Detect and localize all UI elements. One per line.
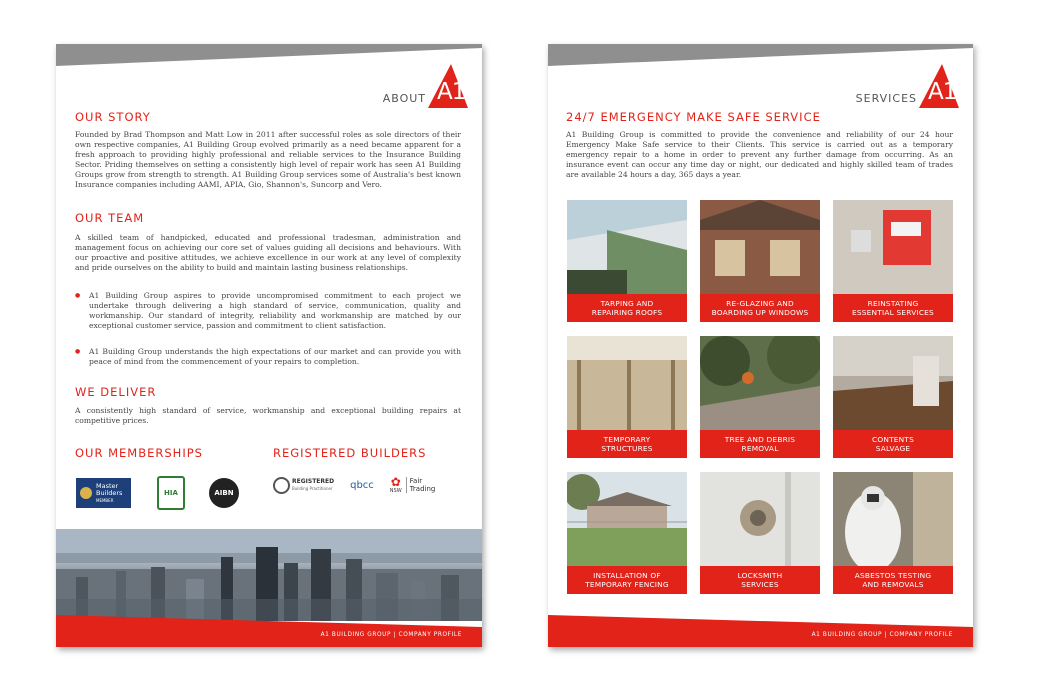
service-tile-temporary-structures <box>567 336 687 458</box>
trading-line: Trading <box>409 485 436 493</box>
service-caption <box>700 430 820 458</box>
service-caption <box>567 566 687 594</box>
hia-logo <box>157 476 185 510</box>
caption-line-2: REMOVAL <box>741 444 779 453</box>
seal-icon <box>273 477 290 494</box>
our-team-heading: OUR TEAM <box>75 211 145 225</box>
aibn-text: AIBN <box>214 489 234 497</box>
team-bullet-2: ● A1 Building Group understands the high expectations of our market and can provide you with peace of mind from the commencement of your repairs to completion. <box>75 347 461 367</box>
service-caption <box>833 430 953 458</box>
caption-line-1: TARPING AND <box>600 299 654 308</box>
boarded-window-photo <box>700 200 820 294</box>
caption-line-1: CONTENTS <box>871 435 915 444</box>
service-tile-fencing <box>567 472 687 594</box>
aibn-logo <box>209 478 239 508</box>
registered-line: REGISTERED <box>292 478 335 485</box>
service-caption <box>567 294 687 322</box>
caption-line-2: REPAIRING ROOFS <box>591 308 663 317</box>
our-story-text: Founded by Brad Thompson and Matt Low in 2011 after successful roles as sole directors of their own respective companies, A1 Building Group evolved primarily as a need became apparent for a fresh approach to providing highly professional and reliable services to the Insurance Building Sector. Priding themselves on setting a consistently high level of repair work has seen A1 Building Groups grow from strength to strength. A1 Building Group services some of Australia's best known Insurance companies including AAMI, APIA, Gio, Shannon's, Suncorp and Vero. <box>75 130 461 189</box>
service-tile-tarping <box>567 200 687 322</box>
service-tile-locksmith <box>700 472 820 594</box>
caption-line-1: REINSTATING <box>867 299 919 308</box>
registered-practitioner-logo <box>273 477 334 494</box>
service-tile-tree-debris <box>700 336 820 458</box>
builders-line: Builders <box>96 488 123 497</box>
master-line: Master <box>96 481 119 490</box>
interior-structure-photo <box>567 336 687 430</box>
service-caption <box>700 566 820 594</box>
we-deliver-text: A consistently high standard of service, workmanship and exceptional building repairs at competitive prices. <box>75 406 461 425</box>
section-label: SERVICES <box>855 92 917 105</box>
service-caption <box>833 566 953 594</box>
a1-logo-icon <box>428 64 468 108</box>
asbestos-worker-photo <box>833 472 953 566</box>
section-label: ABOUT <box>382 92 426 105</box>
damaged-room-photo <box>833 336 953 430</box>
emergency-service-heading: 24/7 EMERGENCY MAKE SAFE SERVICE <box>566 110 821 124</box>
caption-line-2: SALVAGE <box>875 444 911 453</box>
caption-line-1: ASBESTOS TESTING <box>854 571 932 580</box>
hia-text: HIA <box>164 489 178 497</box>
services-logo <box>856 64 959 108</box>
caption-line-2: TEMPORARY FENCING <box>585 580 669 589</box>
our-story-heading: OUR STORY <box>75 110 151 124</box>
bottom-red-band <box>548 615 973 647</box>
about-page <box>56 44 482 647</box>
city-skyline-photo <box>56 529 482 621</box>
badge-icon <box>80 487 92 499</box>
caption-line-1: TEMPORARY <box>603 435 651 444</box>
fencing-photo <box>567 472 687 566</box>
service-caption <box>833 294 953 322</box>
qbcc-text: qbcc <box>350 479 374 491</box>
registered-builders-heading: REGISTERED BUILDERS <box>273 446 427 460</box>
caption-line-2: SERVICES <box>741 580 779 589</box>
logo-text: A1 <box>437 79 466 105</box>
service-tile-contents-salvage <box>833 336 953 458</box>
memberships-heading: OUR MEMBERSHIPS <box>75 446 203 460</box>
services-page <box>548 44 973 647</box>
registered-logos <box>273 476 435 494</box>
team-bullet-1: ● A1 Building Group aspires to provide uncompromised commitment to each project we undertake through delivering a high standard of service, communication, quality and workmanship. Our standard of integrity, reliability and workmanship are matched by our exceptional customer service, passion and commitment to client satisfaction. <box>75 291 461 331</box>
caption-line-2: BOARDING UP WINDOWS <box>711 308 809 317</box>
caption-line-2: STRUCTURES <box>601 444 653 453</box>
logo-text: A1 <box>928 79 957 105</box>
qbcc-logo <box>350 480 374 491</box>
service-tile-reinstating <box>833 200 953 322</box>
service-caption <box>567 430 687 458</box>
caption-line-1: TREE AND DEBRIS <box>724 435 796 444</box>
a1-logo-icon <box>919 64 959 108</box>
emergency-service-text: A1 Building Group is committed to provide the convenience and reliability of our 24 hour Emergency Make Safe service to their Clients. This service is carried out as a temporary emergency repair to a home in order to prevent any further damage from occurring. As an insurance event can occur any time day or night, our dedicated and highly skilled team of trades are available 24 hours a day, 365 days a year. <box>566 130 953 179</box>
caption-line-2: ESSENTIAL SERVICES <box>852 308 934 317</box>
caption-line-1: INSTALLATION OF <box>593 571 661 580</box>
waratah-icon: ✿ <box>390 475 401 489</box>
service-caption <box>700 294 820 322</box>
footer-text: A1 BUILDING GROUP | COMPANY PROFILE <box>811 632 953 638</box>
footer-text: A1 BUILDING GROUP | COMPANY PROFILE <box>320 632 462 638</box>
membership-logos <box>76 476 239 510</box>
bottom-red-band <box>56 615 482 647</box>
tree-removal-photo <box>700 336 820 430</box>
we-deliver-heading: WE DELIVER <box>75 385 157 399</box>
service-tile-reglazing <box>700 200 820 322</box>
caption-line-2: AND REMOVALS <box>862 580 924 589</box>
caption-line-1: RE-GLAZING AND <box>726 299 794 308</box>
nsw-line: NSW <box>389 488 402 494</box>
master-builders-logo <box>76 478 131 508</box>
member-line: MEMBER <box>96 497 114 503</box>
caption-line-1: LOCKSMITH <box>737 571 783 580</box>
nsw-fair-trading-logo <box>390 476 436 494</box>
our-team-text: A skilled team of handpicked, educated and professional tradesman, administration and management focus on achieving our core set of values guiding all decisions and behaviours. With our proactive and positive attitudes, we achieve excellence in our work at any level of complexity and pride ourselves on the ability to build and maintain lasting business relationships. <box>75 233 461 272</box>
about-logo <box>383 64 468 108</box>
door-lock-photo <box>700 472 820 566</box>
roof-photo <box>567 200 687 294</box>
fair-line: Fair <box>409 477 423 485</box>
service-tile-asbestos <box>833 472 953 594</box>
switchboard-photo <box>833 200 953 294</box>
practitioner-line: Building Practitioner <box>292 486 333 491</box>
